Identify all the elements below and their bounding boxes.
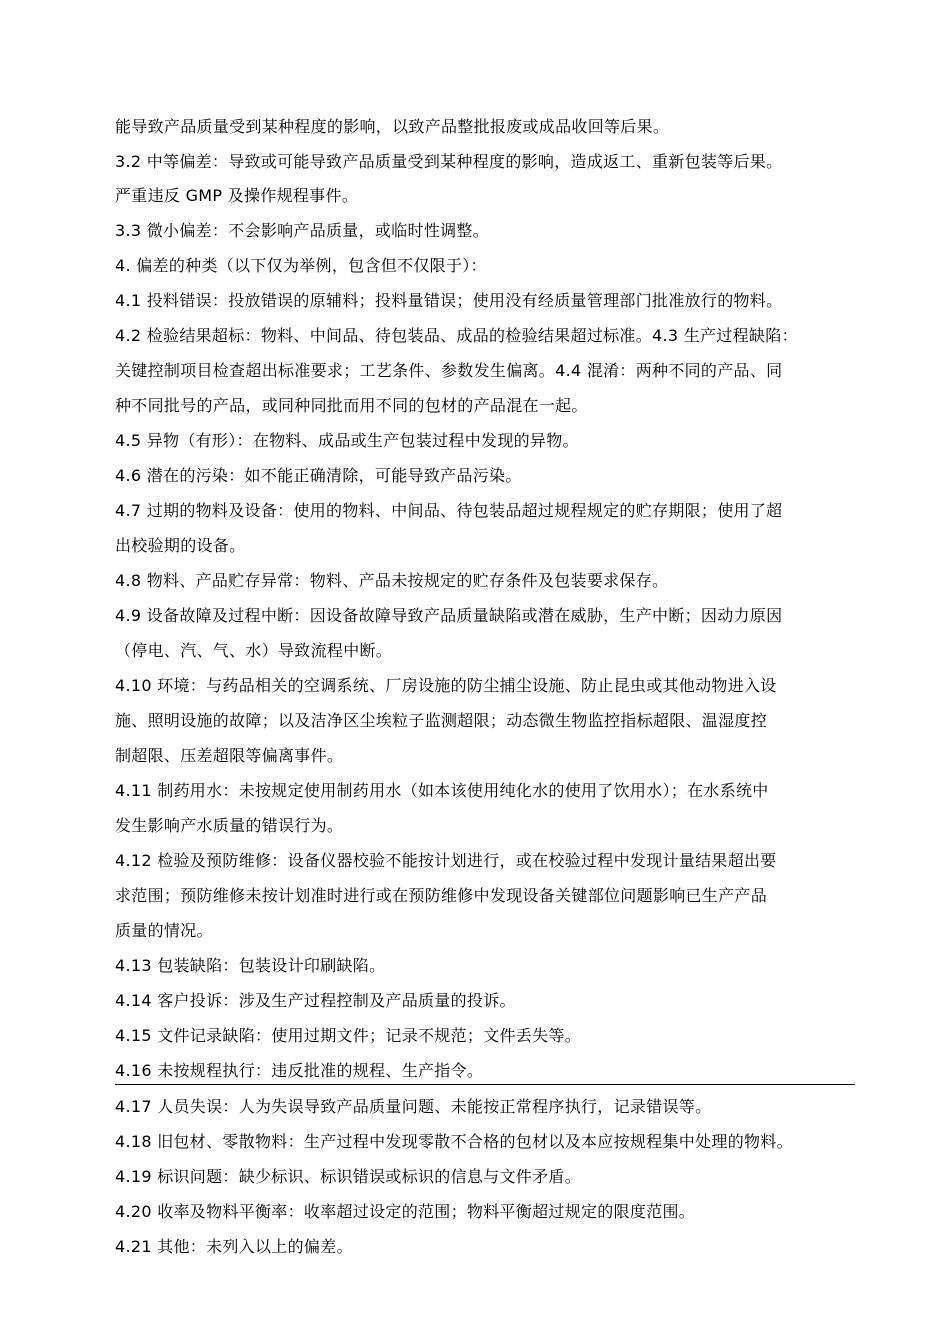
- text-line: 种不同批号的产品，或同种同批而用不同的包材的产品混在一起。: [115, 396, 588, 415]
- text-line: 4.2 检验结果超标：物料、中间品、待包装品、成品的检验结果超过标准。4.3 生产过程缺陷：: [115, 326, 798, 345]
- text-line: （停电、汽、气、水）导致流程中断。: [115, 641, 393, 660]
- text-line: 4.10 环境：与药品相关的空调系统、厂房设施的防尘捕尘设施、防止昆虫或其他动物进入设: [115, 676, 777, 695]
- text-line: 4.14 客户投诉：涉及生产过程控制及产品质量的投诉。: [115, 991, 516, 1010]
- text-line: 质量的情况。: [115, 921, 213, 940]
- text-line: 4.13 包装缺陷：包装设计印刷缺陷。: [115, 956, 386, 975]
- text-line: 4.5 异物（有形）：在物料、成品或生产包装过程中发现的异物。: [115, 431, 579, 450]
- text-line: 严重违反 GMP 及操作规程事件。: [115, 186, 359, 205]
- text-line: 关键控制项目检查超出标准要求；工艺条件、参数发生偏离。4.4 混淆：两种不同的产品、同: [115, 361, 783, 380]
- text-line: 4.12 检验及预防维修：设备仪器校验不能按计划进行，或在校验过程中发现计量结果超出要: [115, 851, 777, 870]
- text-line: 4.6 潜在的污染：如不能正确清除，可能导致产品污染。: [115, 466, 522, 485]
- text-line: 4.19 标识问题：缺少标识、标识错误或标识的信息与文件矛盾。: [115, 1167, 582, 1186]
- text-line: 4.11 制药用水：未按规定使用制药用水（如本该使用纯化水的使用了饮用水）；在水系统中: [115, 781, 769, 800]
- text-line: 4.1 投料错误：投放错误的原辅料；投料量错误；使用没有经质量管理部门批准放行的物料。: [115, 291, 783, 310]
- text-line: 施、照明设施的故障；以及洁净区尘埃粒子监测超限；动态微生物监控指标超限、温湿度控: [115, 711, 768, 730]
- text-line: 3.3 微小偏差：不会影响产品质量，或临时性调整。: [115, 221, 490, 240]
- text-line: 4.9 设备故障及过程中断：因设备故障导致产品质量缺陷或潜在威胁，生产中断；因动力原因: [115, 606, 783, 625]
- text-line: 4.17 人员失误：人为失误导致产品质量问题、未能按正常程序执行，记录错误等。: [115, 1097, 712, 1116]
- text-line: 能导致产品质量受到某种程度的影响，以致产品整批报废或成品收回等后果。: [115, 117, 670, 136]
- text-line: 3.2 中等偏差：导致或可能导致产品质量受到某种程度的影响，造成返工、重新包装等后果。: [115, 152, 783, 171]
- text-line: 4.21 其他：未列入以上的偏差。: [115, 1237, 353, 1256]
- text-line: 4.7 过期的物料及设备：使用的物料、中间品、待包装品超过规程规定的贮存期限；使用了超: [115, 501, 783, 520]
- page-break-rule: [115, 1084, 855, 1085]
- text-line: 发生影响产水质量的错误行为。: [115, 816, 344, 835]
- text-line: 出校验期的设备。: [115, 536, 246, 555]
- text-line: 求范围；预防维修未按计划准时进行或在预防维修中发现设备关键部位问题影响已生产产品: [115, 886, 768, 905]
- text-line: 4.18 旧包材、零散物料：生产过程中发现零散不合格的包材以及本应按规程集中处理的物料。: [115, 1132, 793, 1151]
- text-line: 4.8 物料、产品贮存异常：物料、产品未按规定的贮存条件及包装要求保存。: [115, 571, 669, 590]
- text-line: 4.15 文件记录缺陷：使用过期文件；记录不规范；文件丢失等。: [115, 1026, 582, 1045]
- text-line: 制超限、压差超限等偏离事件。: [115, 746, 344, 765]
- text-line: 4.20 收率及物料平衡率：收率超过设定的范围；物料平衡超过规定的限度范围。: [115, 1202, 696, 1221]
- section-heading: 4. 偏差的种类（以下仅为举例，包含但不仅限于）：: [115, 256, 487, 275]
- text-line: 4.16 未按规程执行：违反批准的规程、生产指令。: [115, 1061, 484, 1080]
